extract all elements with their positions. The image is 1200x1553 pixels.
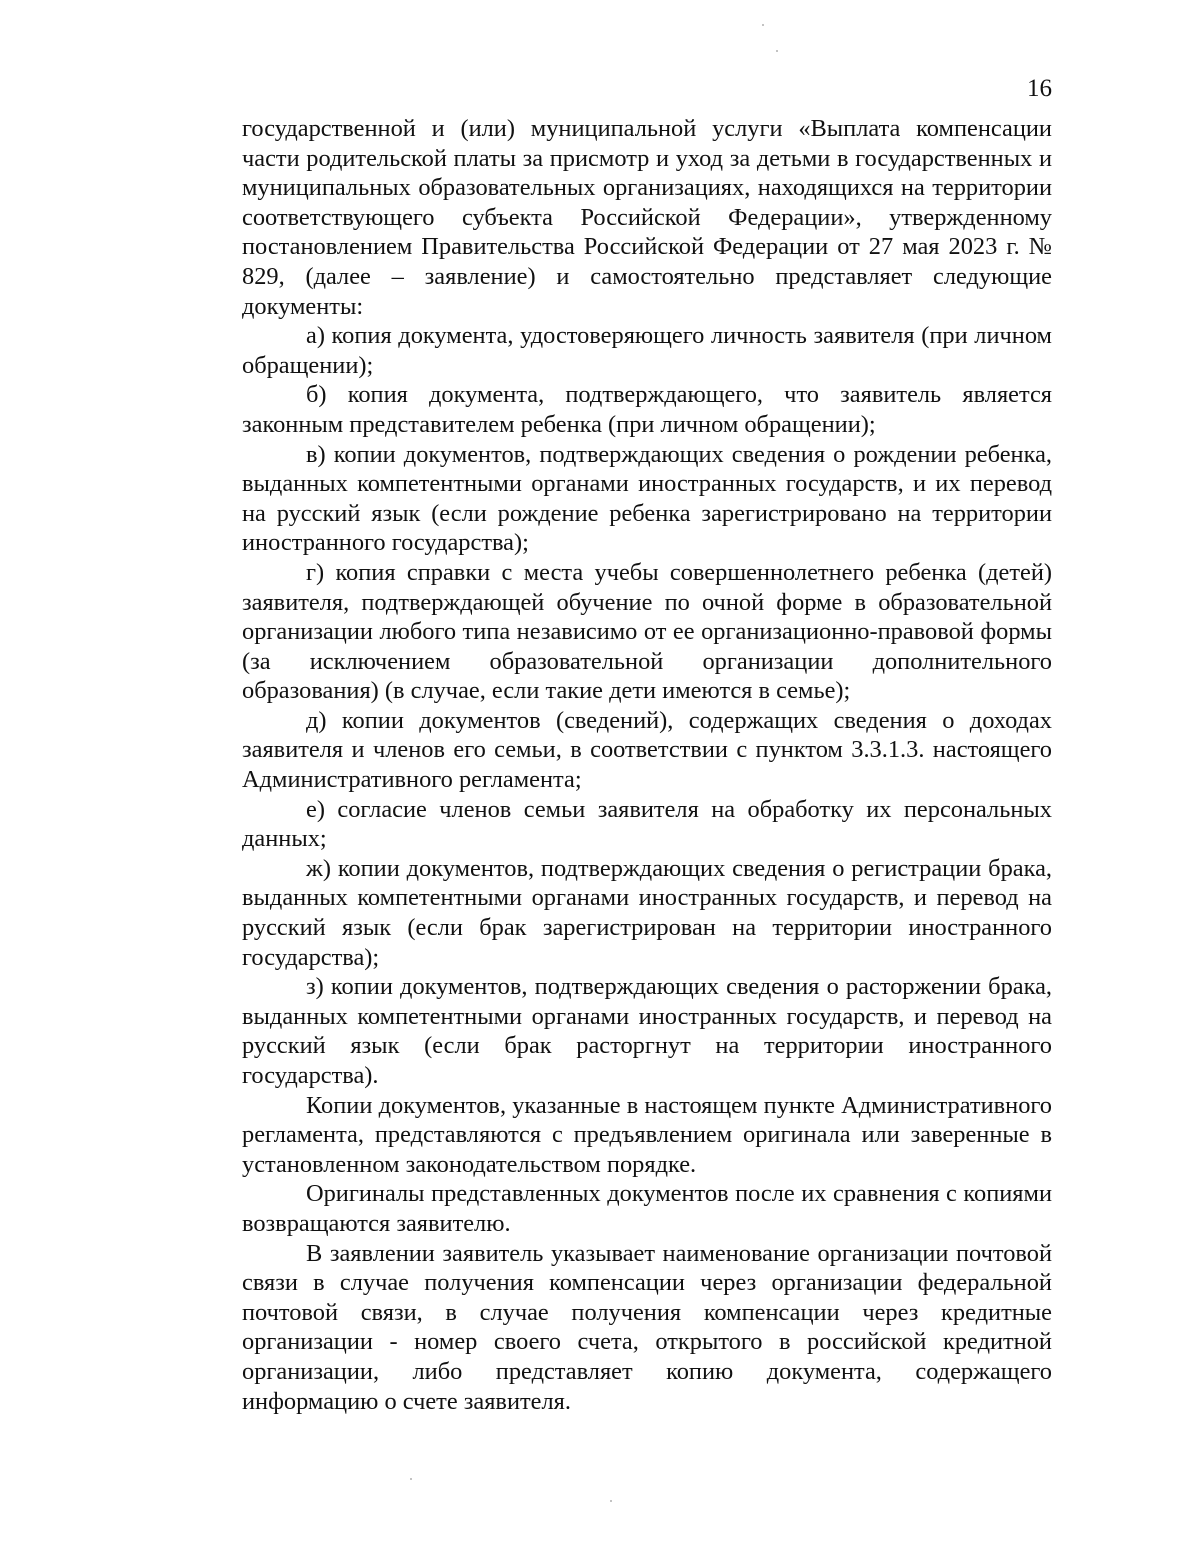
- scan-speck: [776, 50, 778, 52]
- paragraph-copies: Копии документов, указанные в настоящем пункте Административного регламента, представляются с предъявлением оригинала или заверенные в установленном законодательством порядке.: [242, 1091, 1052, 1178]
- scan-speck: [410, 1478, 412, 1480]
- list-item-g: г) копия справки с места учебы совершеннолетнего ребенка (детей) заявителя, подтверждающей обучение по очной форме в образовательной организации любого типа независимо от ее организационно-правовой формы (за исключением образовательной организации дополнительного образования) (в случае, если такие дети имеются в семье);: [242, 558, 1052, 705]
- list-item-e: е) согласие членов семьи заявителя на обработку их персональных данных;: [242, 795, 1052, 853]
- scan-speck: [762, 24, 764, 26]
- paragraph-originals: Оригиналы представленных документов после их сравнения с копиями возвращаются заявителю.: [242, 1180, 1052, 1237]
- list-item-a: а) копия документа, удостоверяющего личность заявителя (при личном обращении);: [242, 322, 1052, 379]
- list-item-b: б) копия документа, подтверждающего, что заявитель является законным представителем ребенка (при личном обращении);: [242, 381, 1052, 438]
- page-number: 16: [1027, 75, 1052, 102]
- list-item-v: в) копии документов, подтверждающих сведения о рождении ребенка, выданных компетентными органами иностранных государств, и их перевод на русский язык (если рождение ребенка зарегистрировано на территории иностранного государства);: [242, 440, 1052, 557]
- list-item-zh: ж) копии документов, подтверждающих сведения о регистрации брака, выданных компетентными органами иностранных государств, и перевод на русский язык (если брак зарегистрирован на территории иностранного государства);: [242, 854, 1052, 971]
- paragraph-application: В заявлении заявитель указывает наименование организации почтовой связи в случае получения компенсации через организации федеральной почтовой связи, в случае получения компенсации через кредитные организации - номер своего счета, открытого в российской кредитной организации, либо представляет копию документа, содержащего информацию о счете заявителя.: [242, 1239, 1052, 1415]
- scan-speck: [610, 1500, 612, 1502]
- list-item-d: д) копии документов (сведений), содержащих сведения о доходах заявителя и членов его семьи, в соответствии с пунктом 3.3.1.3. настоящего Административного регламента;: [242, 706, 1052, 794]
- document-body: [242, 114, 1052, 1416]
- list-item-z: з) копии документов, подтверждающих сведения о расторжении брака, выданных компетентными органами иностранных государств, и перевод на русский язык (если брак расторгнут на территории иностранного государства).: [242, 973, 1052, 1089]
- paragraph-continuation: государственной и (или) муниципальной услуги «Выплата компенсации части родительской платы за присмотр и уход за детьми в государственных и муниципальных образовательных организациях, находящихся на территории соответствующего субъекта Российской Федерации», утвержденному постановлением Правительства Российской Федерации от 27 мая 2023 г. № 829, (далее – заявление) и самостоятельно представляет следующие документы:: [242, 115, 1052, 320]
